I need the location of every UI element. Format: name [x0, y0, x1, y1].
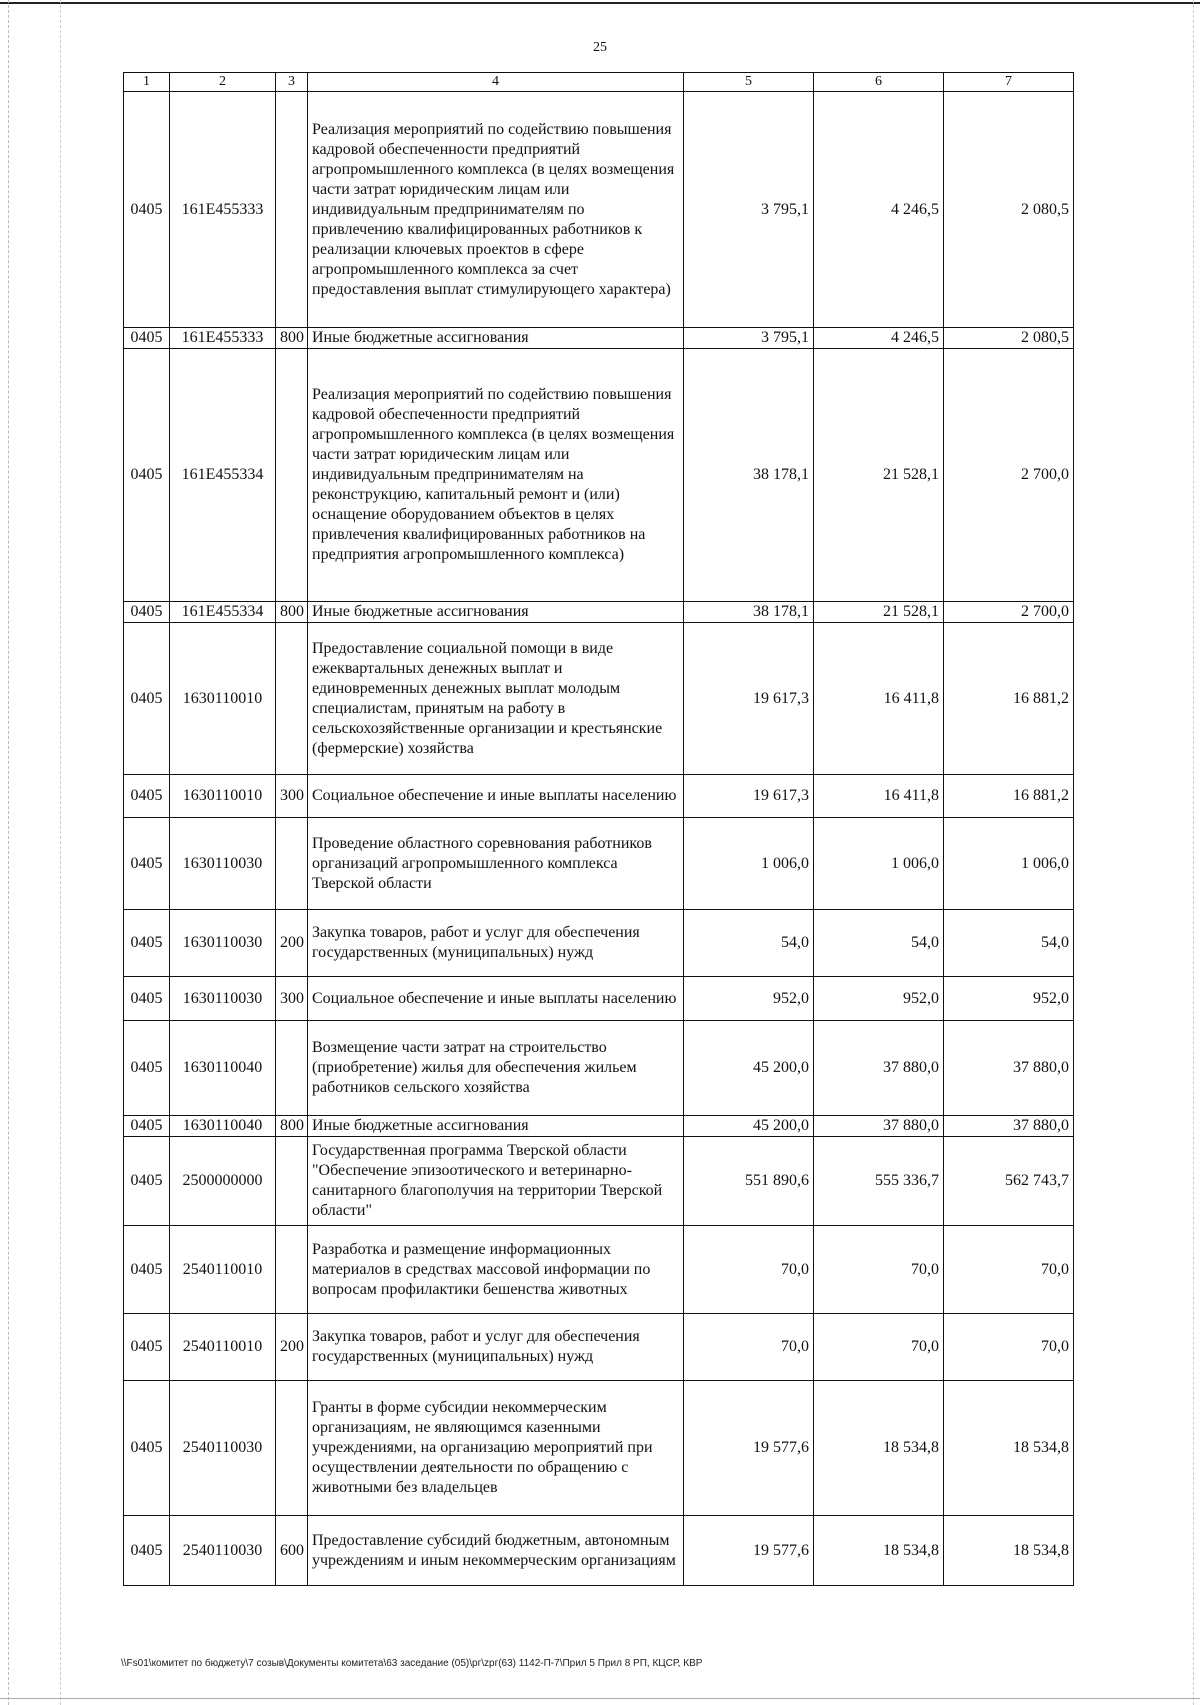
table-row [124, 910, 1074, 977]
amount-col-7: 2 080,5 [944, 92, 1074, 328]
section-code: 0405 [124, 1021, 170, 1116]
target-article-code: 1630110030 [170, 910, 276, 977]
scan-edge-right [1193, 0, 1194, 1705]
amount-col-5: 19 617,3 [684, 623, 814, 775]
target-article-code: 161E455333 [170, 328, 276, 349]
table-row [124, 1516, 1074, 1586]
scan-edge-bottom [0, 1698, 1200, 1699]
amount-col-5: 38 178,1 [684, 602, 814, 623]
table-row [124, 1116, 1074, 1137]
section-code: 0405 [124, 602, 170, 623]
row-description: Социальное обеспечение и иные выплаты населению [308, 775, 684, 818]
expense-type-code: 200 [276, 1314, 308, 1381]
header-col-5: 5 [684, 73, 814, 92]
section-code: 0405 [124, 977, 170, 1021]
amount-col-6: 70,0 [814, 1314, 944, 1381]
section-code: 0405 [124, 328, 170, 349]
scan-edge-top [0, 2, 1200, 4]
amount-col-6: 16 411,8 [814, 775, 944, 818]
amount-col-5: 19 617,3 [684, 775, 814, 818]
expense-type-code [276, 1021, 308, 1116]
amount-col-5: 38 178,1 [684, 349, 814, 602]
target-article-code: 2540110010 [170, 1226, 276, 1314]
row-description: Иные бюджетные ассигнования [308, 1116, 684, 1137]
table-row [124, 1381, 1074, 1516]
amount-col-6: 18 534,8 [814, 1381, 944, 1516]
table-row [124, 623, 1074, 775]
amount-col-5: 1 006,0 [684, 818, 814, 910]
target-article-code: 1630110010 [170, 775, 276, 818]
amount-col-5: 45 200,0 [684, 1116, 814, 1137]
scan-fold-line [60, 0, 61, 1705]
header-col-1: 1 [124, 73, 170, 92]
amount-col-6: 555 336,7 [814, 1137, 944, 1226]
target-article-code: 2500000000 [170, 1137, 276, 1226]
target-article-code: 1630110040 [170, 1021, 276, 1116]
row-description: Иные бюджетные ассигнования [308, 602, 684, 623]
amount-col-5: 70,0 [684, 1314, 814, 1381]
table-row [124, 818, 1074, 910]
expense-type-code [276, 1381, 308, 1516]
amount-col-7: 2 080,5 [944, 328, 1074, 349]
table-row [124, 92, 1074, 328]
expense-type-code [276, 1137, 308, 1226]
expense-type-code: 600 [276, 1516, 308, 1586]
row-description: Реализация мероприятий по содействию повышения кадровой обеспеченности предприятий агропромышленного комплекса (в целях возмещения части затрат юридическим лицам или индивидуальным предпринимателям по привлечению квалифицированных работников к реализации ключевых проектов в сфере агропромышленного комплекса за счет предоставления выплат стимулирующего характера) [308, 92, 684, 328]
section-code: 0405 [124, 775, 170, 818]
amount-col-7: 952,0 [944, 977, 1074, 1021]
table-row [124, 602, 1074, 623]
amount-col-5: 19 577,6 [684, 1516, 814, 1586]
expense-type-code: 800 [276, 602, 308, 623]
section-code: 0405 [124, 1137, 170, 1226]
target-article-code: 161E455333 [170, 92, 276, 328]
target-article-code: 1630110030 [170, 977, 276, 1021]
table-row [124, 1314, 1074, 1381]
section-code: 0405 [124, 1116, 170, 1137]
amount-col-6: 21 528,1 [814, 602, 944, 623]
amount-col-5: 54,0 [684, 910, 814, 977]
amount-col-6: 70,0 [814, 1226, 944, 1314]
amount-col-5: 551 890,6 [684, 1137, 814, 1226]
header-col-6: 6 [814, 73, 944, 92]
target-article-code: 1630110010 [170, 623, 276, 775]
amount-col-7: 18 534,8 [944, 1381, 1074, 1516]
amount-col-5: 45 200,0 [684, 1021, 814, 1116]
target-article-code: 2540110030 [170, 1381, 276, 1516]
section-code: 0405 [124, 1516, 170, 1586]
table-row [124, 775, 1074, 818]
amount-col-7: 18 534,8 [944, 1516, 1074, 1586]
expense-type-code [276, 1226, 308, 1314]
scan-edge-left [8, 0, 9, 1705]
row-description: Закупка товаров, работ и услуг для обеспечения государственных (муниципальных) нужд [308, 1314, 684, 1381]
expense-type-code: 800 [276, 328, 308, 349]
expense-type-code [276, 818, 308, 910]
file-path-footer: \\Fs01\комитет по бюджету\7 созыв\Документы комитета\63 заседание (05)\рг\zрг(63) 1142-П-7\Прил 5 Прил 8 РП, КЦСР, КВР [121, 1658, 703, 1669]
section-code: 0405 [124, 818, 170, 910]
amount-col-7: 16 881,2 [944, 623, 1074, 775]
amount-col-5: 952,0 [684, 977, 814, 1021]
table-row [124, 349, 1074, 602]
row-description: Возмещение части затрат на строительство (приобретение) жилья для обеспечения жильем работников сельского хозяйства [308, 1021, 684, 1116]
expense-type-code [276, 92, 308, 328]
target-article-code: 1630110030 [170, 818, 276, 910]
amount-col-6: 54,0 [814, 910, 944, 977]
amount-col-6: 37 880,0 [814, 1021, 944, 1116]
amount-col-6: 21 528,1 [814, 349, 944, 602]
expense-type-code [276, 623, 308, 775]
table-row [124, 328, 1074, 349]
amount-col-7: 37 880,0 [944, 1116, 1074, 1137]
expense-type-code: 200 [276, 910, 308, 977]
table-header-row [124, 73, 1074, 92]
amount-col-6: 4 246,5 [814, 92, 944, 328]
target-article-code: 2540110010 [170, 1314, 276, 1381]
header-col-2: 2 [170, 73, 276, 92]
amount-col-7: 2 700,0 [944, 349, 1074, 602]
row-description: Закупка товаров, работ и услуг для обеспечения государственных (муниципальных) нужд [308, 910, 684, 977]
expense-type-code [276, 349, 308, 602]
table-row [124, 1226, 1074, 1314]
header-col-3: 3 [276, 73, 308, 92]
expense-type-code: 800 [276, 1116, 308, 1137]
row-description: Реализация мероприятий по содействию повышения кадровой обеспеченности предприятий агропромышленного комплекса (в целях возмещения части затрат юридическим лицам или индивидуальным предпринимателям на реконструкцию, капитальный ремонт и (или) оснащение оборудованием объектов в целях привлечения квалифицированных работников на предприятия агропромышленного комплекса) [308, 349, 684, 602]
header-col-7: 7 [944, 73, 1074, 92]
amount-col-7: 70,0 [944, 1226, 1074, 1314]
row-description: Государственная программа Тверской области "Обеспечение эпизоотического и ветеринарно-санитарного благополучия на территории Тверской области" [308, 1137, 684, 1226]
row-description: Иные бюджетные ассигнования [308, 328, 684, 349]
section-code: 0405 [124, 1226, 170, 1314]
amount-col-7: 70,0 [944, 1314, 1074, 1381]
amount-col-7: 16 881,2 [944, 775, 1074, 818]
amount-col-5: 3 795,1 [684, 92, 814, 328]
amount-col-7: 54,0 [944, 910, 1074, 977]
amount-col-6: 16 411,8 [814, 623, 944, 775]
target-article-code: 1630110040 [170, 1116, 276, 1137]
amount-col-6: 4 246,5 [814, 328, 944, 349]
table-row [124, 1021, 1074, 1116]
amount-col-6: 952,0 [814, 977, 944, 1021]
amount-col-7: 37 880,0 [944, 1021, 1074, 1116]
section-code: 0405 [124, 349, 170, 602]
section-code: 0405 [124, 910, 170, 977]
section-code: 0405 [124, 1381, 170, 1516]
expense-type-code: 300 [276, 775, 308, 818]
amount-col-5: 70,0 [684, 1226, 814, 1314]
table-row [124, 1137, 1074, 1226]
amount-col-6: 18 534,8 [814, 1516, 944, 1586]
amount-col-7: 562 743,7 [944, 1137, 1074, 1226]
table-row [124, 977, 1074, 1021]
row-description: Предоставление социальной помощи в виде ежеквартальных денежных выплат и единовременных денежных выплат молодым специалистам, принятым на работу в сельскохозяйственные организации и крестьянские (фермерские) хозяйства [308, 623, 684, 775]
target-article-code: 2540110030 [170, 1516, 276, 1586]
page-number: 25 [593, 40, 607, 55]
row-description: Гранты в форме субсидии некоммерческим организациям, не являющимся казенными учреждениями, на организацию мероприятий при осуществлении деятельности по обращению с животными без владельцев [308, 1381, 684, 1516]
amount-col-7: 1 006,0 [944, 818, 1074, 910]
amount-col-5: 19 577,6 [684, 1381, 814, 1516]
expense-type-code: 300 [276, 977, 308, 1021]
section-code: 0405 [124, 623, 170, 775]
amount-col-6: 37 880,0 [814, 1116, 944, 1137]
row-description: Проведение областного соревнования работников организаций агропромышленного комплекса Тверской области [308, 818, 684, 910]
section-code: 0405 [124, 1314, 170, 1381]
budget-table [123, 72, 1074, 1586]
row-description: Предоставление субсидий бюджетным, автономным учреждениям и иным некоммерческим организациям [308, 1516, 684, 1586]
row-description: Разработка и размещение информационных материалов в средствах массовой информации по вопросам профилактики бешенства животных [308, 1226, 684, 1314]
target-article-code: 161E455334 [170, 602, 276, 623]
amount-col-5: 3 795,1 [684, 328, 814, 349]
row-description: Социальное обеспечение и иные выплаты населению [308, 977, 684, 1021]
amount-col-6: 1 006,0 [814, 818, 944, 910]
target-article-code: 161E455334 [170, 349, 276, 602]
amount-col-7: 2 700,0 [944, 602, 1074, 623]
section-code: 0405 [124, 92, 170, 328]
header-col-4: 4 [308, 73, 684, 92]
